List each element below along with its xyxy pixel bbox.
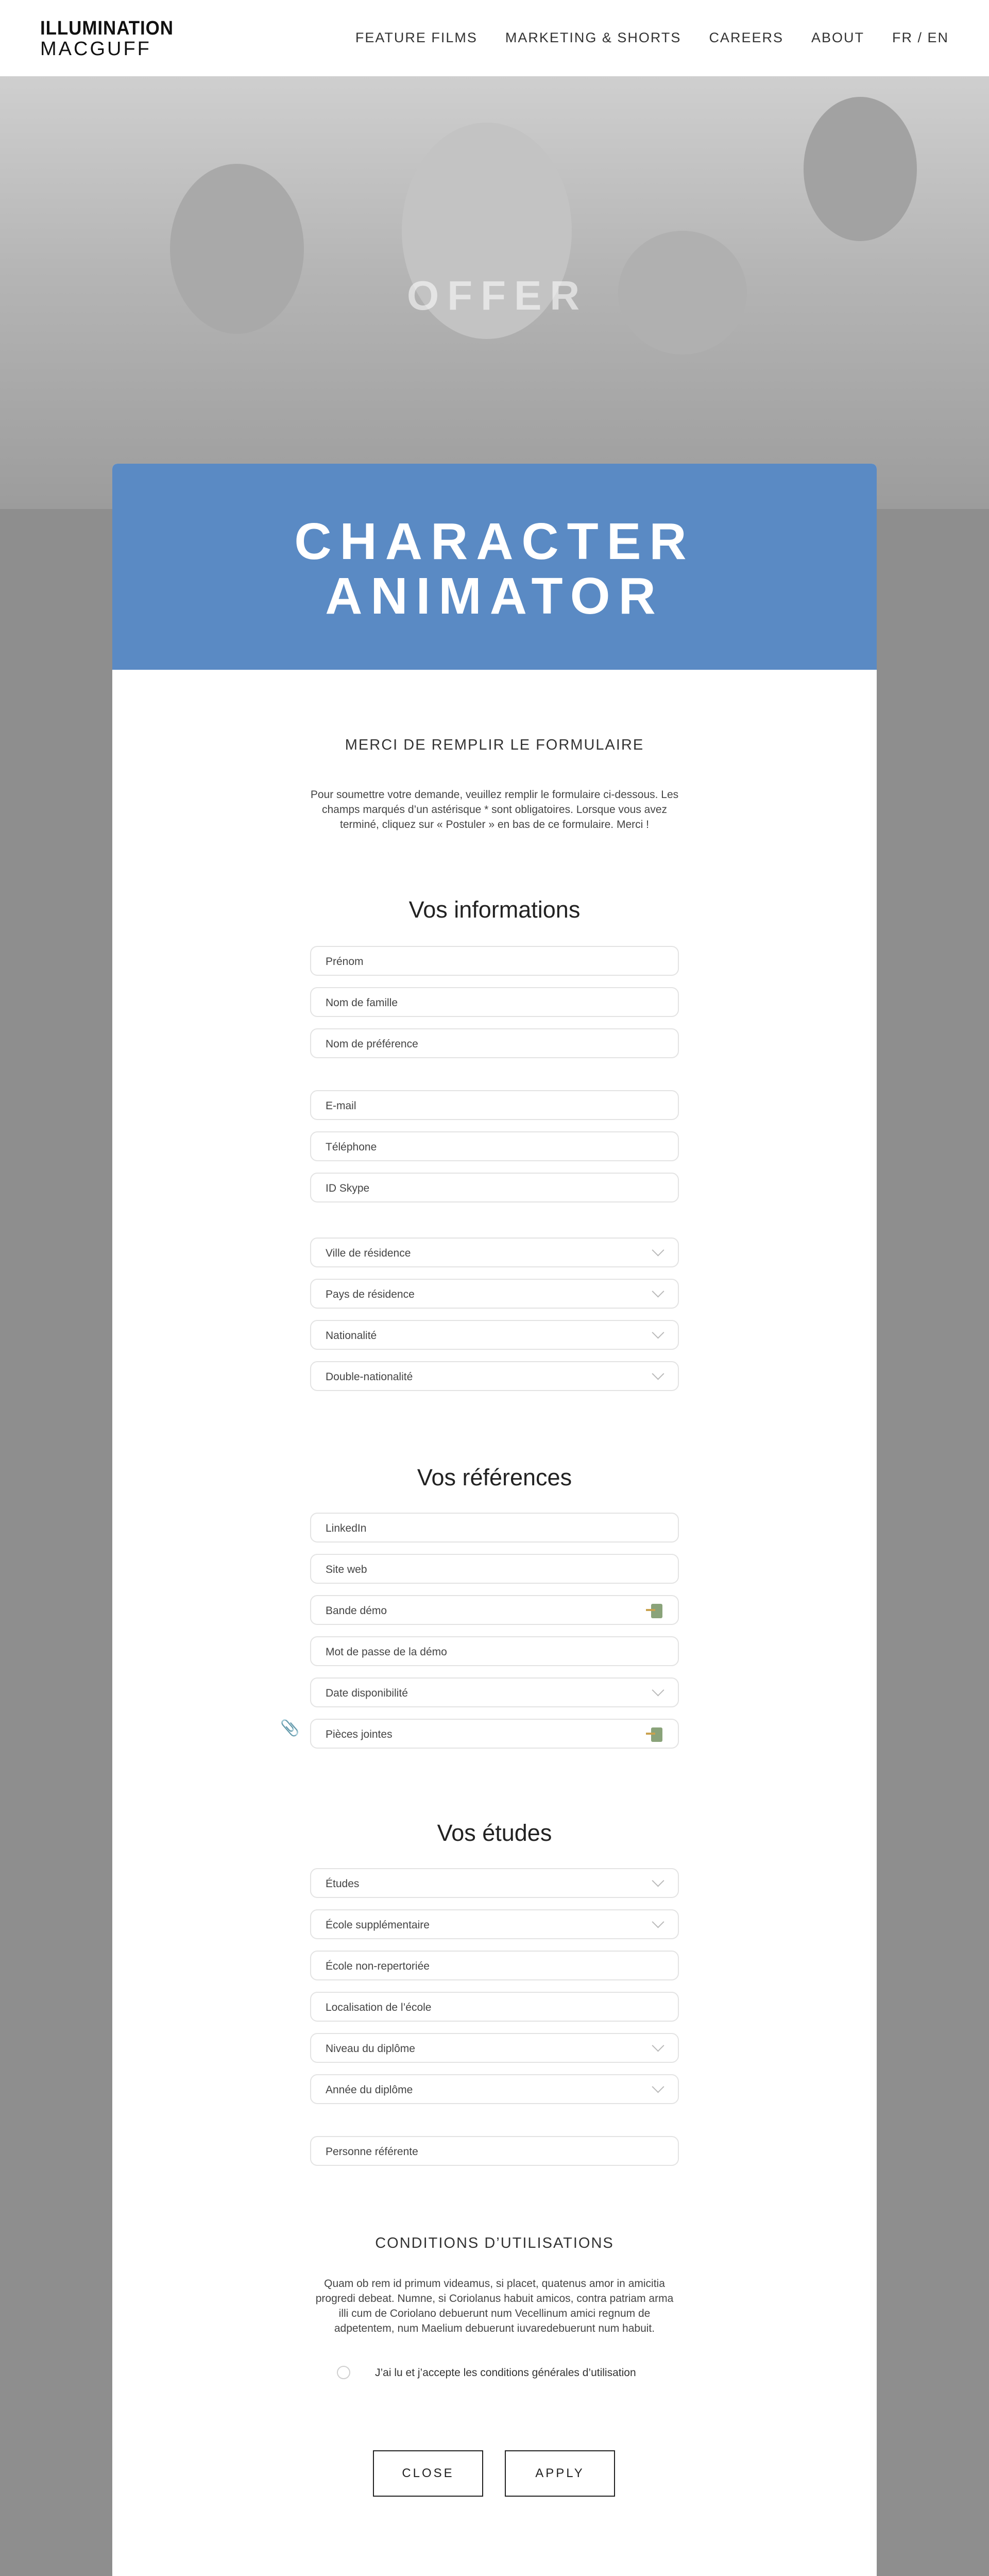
field-label: Année du diplôme xyxy=(326,2084,413,2096)
hero-plant xyxy=(804,97,917,241)
demo-reel-upload[interactable] xyxy=(310,1595,679,1625)
nationality-select[interactable] xyxy=(310,1320,679,1350)
field-label: E-mail xyxy=(326,1100,356,1112)
form-intro-text: Pour soumettre votre demande, veuillez remplir le formulaire ci-dessous. Les champs marqués d’un astérisque * sont obligatoires. Lorsque vous avez terminé, cliquez sur « Postuler » en bas de ce formulaire. Merci ! xyxy=(310,789,679,831)
chevron-down-icon xyxy=(652,1686,663,1697)
field-label: Ville de résidence xyxy=(326,1247,411,1259)
field-label: Mot de passe de la démo xyxy=(326,1646,447,1658)
field-label: Pays de résidence xyxy=(326,1289,415,1300)
dual-nationality-select[interactable] xyxy=(310,1361,679,1391)
section-title-informations: Vos informations xyxy=(408,896,581,923)
field-label: École supplémentaire xyxy=(326,1919,430,1931)
modal-header xyxy=(112,464,877,670)
degree-level-select[interactable] xyxy=(310,2033,679,2063)
availability-date-select[interactable] xyxy=(310,1677,679,1707)
site-header xyxy=(0,0,989,76)
hero-character-cat xyxy=(170,164,304,334)
field-label: Site web xyxy=(326,1564,367,1575)
field-label: Nom de préférence xyxy=(326,1038,418,1050)
field-label: Nationalité xyxy=(326,1330,377,1342)
first-name-input[interactable] xyxy=(310,946,679,976)
field-label: École non-repertoriée xyxy=(326,1960,430,1972)
chevron-down-icon xyxy=(652,1287,663,1298)
hero-character-pug xyxy=(618,231,747,354)
application-modal xyxy=(112,464,877,2576)
nav-language-switch[interactable]: FR / EN xyxy=(892,30,949,45)
field-label: ID Skype xyxy=(326,1182,370,1194)
referee-input[interactable] xyxy=(310,2136,679,2166)
main-nav xyxy=(355,30,949,46)
chevron-down-icon xyxy=(652,2082,663,2094)
skype-id-input[interactable] xyxy=(310,1173,679,1202)
preferred-name-input[interactable] xyxy=(310,1028,679,1058)
field-label: Date disponibilité xyxy=(326,1687,408,1699)
field-label: Études xyxy=(326,1878,360,1890)
attachments-upload[interactable] xyxy=(310,1719,679,1749)
chevron-down-icon xyxy=(652,1328,663,1340)
school-location-input[interactable] xyxy=(310,1992,679,2022)
demo-password-input[interactable] xyxy=(310,1636,679,1666)
unlisted-school-input[interactable] xyxy=(310,1951,679,1980)
terms-text: Quam ob rem id primum videamus, si placet, quatenus amor in amicitia progredi debeat. Numne, si Coriolanus habuit amicos, contra patriam arma illi cum de Coriolano debuerunt num Vecellinum amici regnum de adpetentem, num Maelium debuerunt iuvaredebuerunt num habuit. xyxy=(315,2278,674,2334)
degree-year-select[interactable] xyxy=(310,2074,679,2104)
field-label: Double-nationalité xyxy=(326,1371,413,1383)
field-label: Personne référente xyxy=(326,2146,418,2158)
linkedin-input[interactable] xyxy=(310,1513,679,1543)
field-label: Nom de famille xyxy=(326,997,398,1009)
job-title-line-1: CHARACTER xyxy=(294,513,695,570)
job-title-line-2: ANIMATOR xyxy=(325,567,664,625)
nav-about[interactable]: ABOUT xyxy=(811,30,864,45)
chevron-down-icon xyxy=(652,1246,663,1257)
field-label: Bande démo xyxy=(326,1605,387,1617)
accept-terms-label[interactable]: J’ai lu et j’accepte les conditions générales d’utilisation xyxy=(375,2367,636,2379)
upload-file-icon[interactable] xyxy=(646,1726,663,1743)
field-label: Prénom xyxy=(326,956,364,968)
close-button[interactable]: CLOSE xyxy=(373,2450,483,2497)
country-select[interactable] xyxy=(310,1279,679,1309)
terms-title: CONDITIONS D’UTILISATIONS xyxy=(375,2235,614,2251)
field-label: Localisation de l’école xyxy=(326,2002,432,2013)
nav-marketing-shorts[interactable]: MARKETING & SHORTS xyxy=(505,30,681,45)
chevron-down-icon xyxy=(652,1369,663,1381)
field-label: Niveau du diplôme xyxy=(326,2043,415,2055)
logo-line-2: MACGUFF xyxy=(40,38,151,60)
studies-select[interactable] xyxy=(310,1868,679,1898)
field-label: LinkedIn xyxy=(326,1522,367,1534)
paperclip-icon: 📎 xyxy=(280,1720,300,1737)
city-select[interactable] xyxy=(310,1238,679,1267)
brand-logo[interactable] xyxy=(40,19,185,59)
email-input[interactable] xyxy=(310,1090,679,1120)
last-name-input[interactable] xyxy=(310,987,679,1017)
upload-file-icon[interactable] xyxy=(646,1602,663,1620)
hero-banner xyxy=(0,76,989,509)
hero-title: OFFER xyxy=(407,273,588,318)
chevron-down-icon xyxy=(652,1876,663,1888)
nav-careers[interactable]: CAREERS xyxy=(709,30,783,45)
section-title-etudes: Vos études xyxy=(437,1820,552,1846)
extra-school-select[interactable] xyxy=(310,1909,679,1939)
chevron-down-icon xyxy=(652,2041,663,2053)
section-title-references: Vos références xyxy=(417,1464,572,1490)
field-label: Téléphone xyxy=(326,1141,377,1153)
logo-line-1: ILLUMINATION xyxy=(40,18,174,39)
apply-button[interactable]: APPLY xyxy=(505,2450,615,2497)
accept-terms-checkbox[interactable] xyxy=(337,2366,350,2379)
field-label: Pièces jointes xyxy=(326,1728,393,1740)
nav-feature-films[interactable]: FEATURE FILMS xyxy=(355,30,478,45)
phone-input[interactable] xyxy=(310,1131,679,1161)
form-intro-heading: MERCI DE REMPLIR LE FORMULAIRE xyxy=(345,737,644,753)
chevron-down-icon xyxy=(652,1918,663,1929)
website-input[interactable] xyxy=(310,1554,679,1584)
